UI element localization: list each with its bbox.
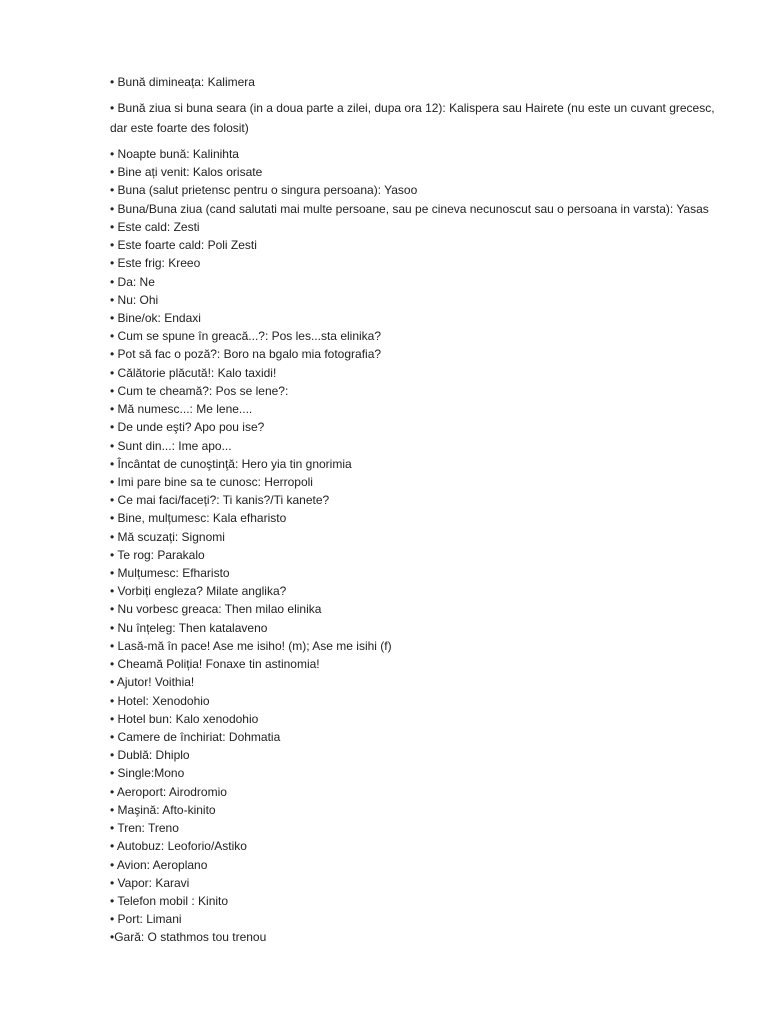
phrase-list-item: • Imi pare bine sa te cunosc: Herropoli	[110, 474, 313, 489]
phrase-list	[110, 145, 725, 947]
phrase-list-item: • Pot să fac o poză?: Boro na bgalo mia fotografia?	[110, 347, 382, 362]
phrase-list-item: • Vapor: Karavi	[110, 875, 190, 890]
phrase-list-item: • Avion: Aeroplano	[110, 857, 208, 872]
phrase-list-item: • Nu înțeleg: Then katalaveno	[110, 620, 268, 635]
phrase-list-item: • Călătorie plăcută!: Kalo taxidi!	[110, 365, 277, 380]
phrase-list-item: • Telefon mobil : Kinito	[110, 893, 229, 908]
phrase-list-item: • Ajutor! Voithia!	[110, 675, 195, 690]
phrase-list-item: • Bine, mulțumesc: Kala efharisto	[110, 511, 287, 526]
phrase-list-item: • Vorbiți engleza? Milate anglika?	[110, 584, 287, 599]
phrase-list-item: • Port: Limani	[110, 912, 182, 927]
phrase-list-item: • Cum te cheamă?: Pos se lene?:	[110, 383, 289, 398]
phrase-list-item: • Bine ați venit: Kalos orisate	[110, 165, 263, 180]
phrase-list-item: • Single:Mono	[110, 766, 185, 781]
phrase-list-item: • Sunt din...: Ime apo...	[110, 438, 232, 453]
phrase-list-item: • Te rog: Parakalo	[110, 547, 205, 562]
phrase-list-item: • Buna (salut prietensc pentru o singura persoana): Yasoo	[110, 183, 418, 198]
phrase-list-item: • Da: Ne	[110, 274, 155, 289]
phrase-list-item: • Hotel bun: Kalo xenodohio	[110, 711, 259, 726]
phrase-list-item: • Nu vorbesc greaca: Then milao elinika	[110, 602, 322, 617]
phrase-list-item: • Lasă-mă în pace! Ase me isiho! (m); Ase me isihi (f)	[110, 638, 392, 653]
phrase-list-item: • Noapte bună: Kalinihta	[110, 147, 239, 161]
phrase-list-item: • Hotel: Xenodohio	[110, 693, 210, 708]
phrase-list-item: • Maşină: Afto-kinito	[110, 802, 216, 817]
phrase-list-item: • Este cald: Zesti	[110, 219, 200, 234]
phrase-list-item: • Mulțumesc: Efharisto	[110, 566, 230, 581]
phrase-list-item: • Bine/ok: Endaxi	[110, 310, 201, 325]
phrase-list-item: • Este frig: Kreeo	[110, 256, 201, 271]
phrase-list-item: • Dublă: Dhiplo	[110, 748, 190, 763]
phrase-list-item: • Cum se spune în greacă...?: Pos les...sta elinika?	[110, 329, 382, 344]
phrase-list-item: •Gară: O stathmos tou trenou	[110, 930, 267, 945]
phrase-list-item: • Mă numesc...: Me lene....	[110, 402, 253, 417]
phrase-list-item: • Ce mai faci/faceți?: Ti kanis?/Ti kanete?	[110, 493, 330, 508]
phrase-list-item: • Încântat de cunoştinţă: Hero yia tin gnorimia	[110, 456, 352, 471]
phrase-list-item: • Cheamă Poliția! Fonaxe tin astinomia!	[110, 657, 320, 672]
phrase-list-item: • Autobuz: Leoforio/Astiko	[110, 839, 247, 854]
phrase-list-item: • De unde eşti? Apo pou ise?	[110, 420, 265, 435]
phrase-list-item: • Tren: Treno	[110, 821, 179, 836]
phrase-list-item: • Mă scuzați: Signomi	[110, 529, 225, 544]
phrase-list-item: • Este foarte cald: Poli Zesti	[110, 238, 257, 253]
phrase-list-item: • Nu: Ohi	[110, 292, 159, 307]
intro-line-good-morning: • Bună dimineața: Kalimera	[110, 75, 255, 89]
phrase-list-item: • Aeroport: Airodromio	[110, 784, 227, 799]
phrase-list-item: • Camere de închiriat: Dohmatia	[110, 730, 281, 744]
intro-line-good-afternoon: • Bună ziua si buna seara (in a doua parte a zilei, dupa ora 12): Kalispera sau Hairete (nu este un cuvant grecesc, dar este foarte des folosit)	[110, 101, 715, 135]
phrase-list-item: • Buna/Buna ziua (cand salutati mai multe persoane, sau pe cineva necunoscut sau o persoana in varsta): Yasas	[110, 201, 709, 216]
